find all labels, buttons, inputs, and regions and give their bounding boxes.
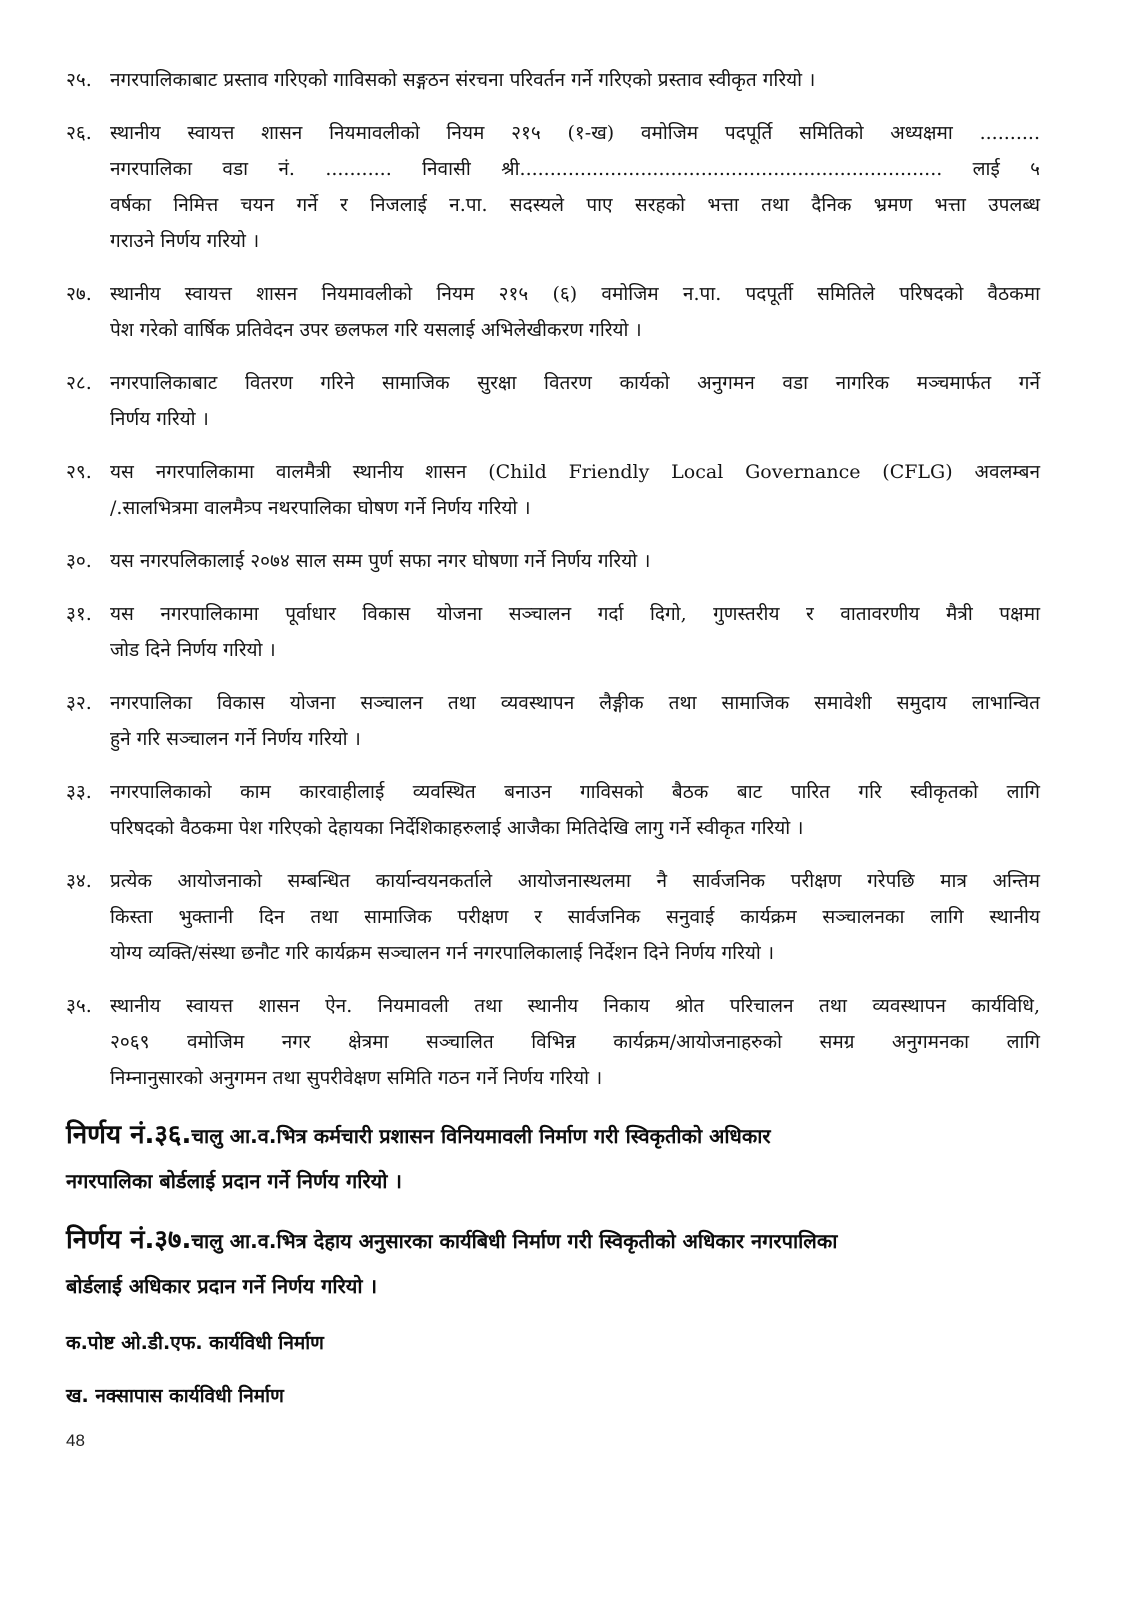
decision-label: निर्णय नं.३६. [66, 1120, 192, 1150]
item-text [110, 596, 1040, 668]
decision-36 [66, 1113, 1040, 1204]
item-line: नगरपालिकाबाट वितरण गरिने सामाजिक सुरक्षा वितरण कार्यको अनुगमन वडा नागरिक मञ्चमार्फत गर्ने [110, 372, 1040, 394]
list-item [66, 115, 1040, 259]
item-line: पेश गरेको वार्षिक प्रतिवेदन उपर छलफल गरि यसलाई अभिलेखीकरण गरियो । [110, 319, 642, 341]
item-text [110, 365, 1040, 437]
item-number: ३०. [66, 550, 92, 572]
item-text [110, 543, 1040, 579]
list-item [66, 988, 1040, 1096]
item-line: नगरपालिका वडा नं. ........... निवासी श्री...................................................................... लाई ५ [110, 158, 1040, 180]
decision-text: चालु आ.व.भित्र देहाय अनुसारका कार्यबिधी निर्माण गरी स्विकृतीको अधिकार नगरपालिका [191, 1229, 838, 1253]
page-number: 48 [66, 1431, 85, 1450]
item-text [110, 454, 1040, 526]
decision-line: बोर्डलाई अधिकार प्रदान गर्ने निर्णय गरियो । [66, 1274, 378, 1298]
item-line: /.सालभित्रमा वालमैत्र्प नथरपालिका घोषण गर्ने निर्णय गरियो । [110, 497, 531, 519]
item-number: २८. [66, 372, 92, 394]
item-line: निर्णय गरियो । [110, 408, 209, 430]
sub-item: ख. नक्सापास कार्यविधी निर्माण [66, 1385, 284, 1407]
item-number: २६. [66, 122, 92, 144]
item-text [110, 863, 1040, 971]
item-number: ३१. [66, 603, 92, 625]
item-line: जोड दिने निर्णय गरियो । [110, 639, 276, 661]
item-line: यस नगरपालिकामा वालमैत्री स्थानीय शासन (Child Friendly Local Governance (CFLG) अवलम्बन [110, 461, 1040, 483]
list-item [66, 454, 1040, 526]
list-item [66, 685, 1040, 757]
item-text [110, 115, 1040, 259]
item-number: ३५. [66, 995, 92, 1017]
item-line: वर्षका निमित्त चयन गर्ने र निजलाई न.पा. सदस्यले पाए सरहको भत्ता तथा दैनिक भ्रमण भत्ता उपलब्ध [110, 194, 1040, 216]
decision-37 [66, 1218, 1040, 1309]
item-number: २९. [66, 461, 92, 483]
decisions-section [66, 1113, 1040, 1309]
item-number: ३४. [66, 870, 92, 892]
item-line: स्थानीय स्वायत्त शासन नियमावलीको नियम २१५ (१-ख) वमोजिम पदपूर्ति समितिको अध्यक्षमा .......... [110, 122, 1040, 144]
item-number: २५. [66, 69, 92, 91]
item-line: यस नगरपलिकालाई २०७४ साल सम्म पुर्ण सफा नगर घोषणा गर्ने निर्णय गरियो । [110, 550, 651, 572]
decision-text: चालु आ.व.भित्र कर्मचारी प्रशासन विनियमावली निर्माण गरी स्विकृतीको अधिकार [191, 1124, 771, 1148]
item-line: हुने गरि सञ्चालन गर्ने निर्णय गरियो । [110, 728, 361, 750]
item-line: निम्नानुसारको अनुगमन तथा सुपरीवेक्षण समिति गठन गर्ने निर्णय गरियो । [110, 1067, 603, 1089]
list-item [66, 596, 1040, 668]
list-item [66, 62, 1040, 98]
item-line: २०६९ वमोजिम नगर क्षेत्रमा सञ्चालित विभिन्न कार्यक्रम/आयोजनाहरुको समग्र अनुगमनका लागि [110, 1031, 1040, 1053]
item-line: यस नगरपालिकामा पूर्वाधार विकास योजना सञ्चालन गर्दा दिगो, गुणस्तरीय र वातावरणीय मैत्री पक्षमा [110, 603, 1040, 625]
item-text [110, 685, 1040, 757]
item-line: परिषदको वैठकमा पेश गरिएको देहायका निर्देशिकाहरुलाई आजैका मितिदेखि लागु गर्ने स्वीकृत गरियो । [110, 817, 804, 839]
sub-item: क.पोष्ट ओ.डी.एफ. कार्यविधी निर्माण [66, 1332, 324, 1354]
item-line: किस्ता भुक्तानी दिन तथा सामाजिक परीक्षण र सार्वजनिक सनुवाई कार्यक्रम सञ्चालनका लागि स्थानीय [110, 906, 1040, 928]
item-text [110, 62, 1040, 98]
list-item [66, 863, 1040, 971]
item-text [110, 988, 1040, 1096]
decision-line: नगरपालिका बोर्डलाई प्रदान गर्ने निर्णय गरियो । [66, 1169, 402, 1193]
item-line: योग्य व्यक्ति/संस्था छनौट गरि कार्यक्रम सञ्चालन गर्न नगरपालिकालाई निर्देशन दिने निर्णय गरियो । [110, 942, 775, 964]
decision-line [66, 1113, 1040, 1159]
item-line: स्थानीय स्वायत्त शासन नियमावलीको नियम २१५ (६) वमोजिम न.पा. पदपूर्ती समितिले परिषदको वैठकमा [110, 283, 1040, 305]
item-text [110, 774, 1040, 846]
item-text [110, 276, 1040, 348]
item-number: ३२. [66, 692, 92, 714]
item-line: नगरपालिकाबाट प्रस्ताव गरिएको गाविसको सङ्गठन संरचना परिवर्तन गर्ने गरिएको प्रस्ताव स्वीकृत गरियो । [110, 69, 816, 91]
item-line: स्थानीय स्वायत्त शासन ऐन. नियमावली तथा स्थानीय निकाय श्रोत परिचालन तथा व्यवस्थापन कार्यविधि, [110, 995, 1040, 1017]
item-line: नगरपालिकाको काम कारवाहीलाई व्यवस्थित बनाउन गाविसको बैठक बाट पारित गरि स्वीकृतको लागि [110, 781, 1040, 803]
item-line: गराउने निर्णय गरियो । [110, 230, 260, 252]
item-number: २७. [66, 283, 92, 305]
item-number: ३३. [66, 781, 92, 803]
list-item [66, 774, 1040, 846]
item-line: नगरपालिका विकास योजना सञ्चालन तथा व्यवस्थापन लैङ्गीक तथा सामाजिक समावेशी समुदाय लाभान्वित [110, 692, 1040, 714]
decision-line [66, 1218, 1040, 1264]
item-line: प्रत्येक आयोजनाको सम्बन्धित कार्यान्वयनकर्ताले आयोजनास्थलमा नै सार्वजनिक परीक्षण गरेपछि मात्र अन्तिम [110, 870, 1040, 892]
list-item [66, 276, 1040, 348]
list-item [66, 543, 1040, 579]
list-item [66, 365, 1040, 437]
decision-label: निर्णय नं.३७. [66, 1225, 192, 1255]
sub-items [66, 1321, 1040, 1419]
